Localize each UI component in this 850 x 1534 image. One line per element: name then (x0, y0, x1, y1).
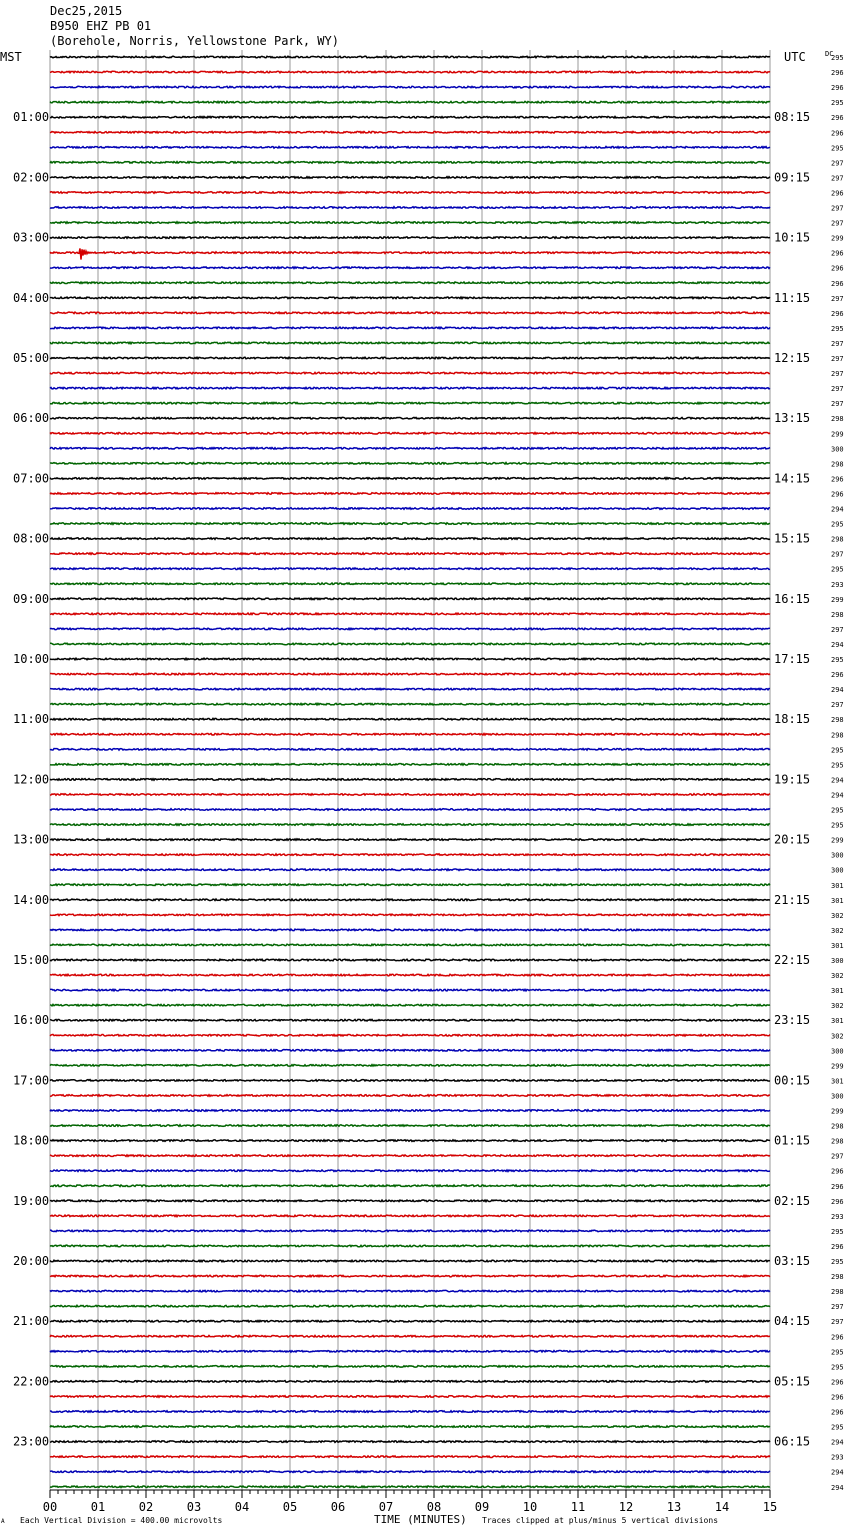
trace-line (50, 297, 770, 299)
trace-line (50, 1185, 770, 1187)
x-tick-label: 00 (42, 1500, 58, 1514)
dc-offset-label: 294 (831, 1438, 844, 1447)
trace-line (50, 824, 770, 826)
trace-line (50, 1004, 770, 1006)
dc-offset-label: 294 (831, 791, 844, 800)
x-tick-label: 05 (282, 1500, 298, 1514)
dc-offset-label: 295 (831, 1423, 844, 1432)
right-hour-label: 06:15 (774, 1434, 811, 1449)
x-tick-label: 09 (474, 1500, 490, 1514)
right-hour-label: 17:15 (774, 652, 811, 666)
right-hour-label: 20:15 (774, 832, 811, 847)
right-hour-label: 03:15 (774, 1254, 811, 1268)
dc-offset-label: 296 (831, 1333, 844, 1342)
left-hour-label: 08:00 (13, 531, 50, 546)
trace-line (50, 688, 770, 690)
trace-line (50, 643, 770, 645)
trace-line (50, 493, 770, 495)
trace-line (50, 989, 770, 991)
trace-line (50, 1125, 770, 1127)
dc-offset-label: 297 (831, 701, 844, 710)
dc-offset-label: 299 (831, 836, 844, 845)
dc-offset-label: 297 (831, 174, 844, 183)
left-hour-label: 21:00 (13, 1314, 50, 1329)
trace-line (50, 583, 770, 585)
x-tick-label: 11 (570, 1500, 586, 1514)
dc-offset-label: 297 (831, 294, 844, 303)
trace-line (50, 116, 770, 118)
x-tick-label: 04 (234, 1500, 250, 1514)
left-hour-label: 11:00 (13, 712, 50, 727)
trace-line (50, 1215, 770, 1217)
x-tick-label: 10 (522, 1500, 538, 1514)
dc-offset-label: 300 (831, 957, 844, 965)
trace-line (50, 1441, 770, 1443)
trace-line (50, 463, 770, 465)
trace-line (50, 1095, 770, 1097)
dc-offset-label: 295 (831, 99, 844, 108)
dc-offset-label: 297 (831, 385, 844, 394)
trace-line (50, 1019, 770, 1021)
right-hour-label: 15:15 (774, 531, 811, 546)
dc-offset-label: 296 (831, 1182, 844, 1191)
trace-line (50, 673, 770, 675)
trace-line (50, 749, 770, 751)
dc-offset-label: 298 (831, 1137, 844, 1146)
trace-line (50, 1230, 770, 1232)
trace-line (50, 884, 770, 886)
trace-line (50, 764, 770, 766)
right-hour-label: 10:15 (774, 230, 811, 245)
left-hour-label: 22:00 (13, 1374, 50, 1389)
trace-line (50, 1471, 770, 1473)
trace-line (50, 1110, 770, 1112)
trace-line (50, 598, 770, 600)
trace-line (50, 56, 770, 58)
trace-line (50, 417, 770, 419)
x-tick-label: 13 (666, 1500, 682, 1514)
right-hour-label: 05:15 (774, 1374, 811, 1389)
dc-offset-label: 300 (831, 1092, 844, 1101)
left-hour-label: 14:00 (13, 892, 50, 907)
dc-offset-label: 297 (831, 370, 844, 379)
dc-offset-label: 296 (831, 84, 844, 93)
left-hour-label: 23:00 (13, 1434, 50, 1449)
dc-offset-label: 296 (831, 1393, 844, 1402)
dc-offset-label: 295 (831, 656, 844, 664)
dc-offset-label: 295 (831, 821, 844, 830)
dc-offset-label: 296 (831, 129, 844, 138)
trace-line (50, 568, 770, 570)
trace-line (50, 147, 770, 149)
dc-offset-label: 295 (831, 1258, 844, 1266)
x-tick-label: 14 (714, 1500, 730, 1514)
trace-line (50, 432, 770, 434)
dc-offset-label: 300 (831, 1047, 844, 1056)
right-hour-label: 22:15 (774, 953, 811, 967)
dc-header-label: DC (825, 50, 834, 58)
trace-line (50, 357, 770, 359)
dc-offset-label: 296 (831, 264, 844, 273)
dc-offset-label: 298 (831, 731, 844, 740)
left-hour-label: 04:00 (13, 290, 50, 305)
trace-line (50, 131, 770, 133)
trace-line (50, 613, 770, 615)
right-hour-label: 13:15 (774, 411, 811, 426)
dc-offset-label: 294 (831, 1483, 844, 1492)
trace-line (50, 177, 770, 179)
dc-offset-label: 297 (831, 1152, 844, 1161)
dc-offset-label: 298 (831, 1288, 844, 1297)
dc-offset-label: 301 (831, 881, 844, 890)
left-hour-label: 13:00 (13, 832, 50, 847)
trace-line (50, 101, 770, 103)
trace-line (50, 222, 770, 224)
right-hour-label: 23:15 (774, 1013, 811, 1028)
trace-line (50, 1155, 770, 1157)
trace-line (50, 1140, 770, 1142)
trace-line (50, 327, 770, 329)
left-hour-label: 05:00 (13, 351, 50, 365)
dc-offset-label: 294 (831, 776, 844, 785)
dc-offset-label: 300 (831, 866, 844, 875)
right-hour-label: 21:15 (774, 892, 811, 907)
x-axis-title: TIME (MINUTES) (374, 1513, 467, 1526)
dc-offset-label: 301 (831, 987, 844, 996)
trace-line (50, 1456, 770, 1458)
right-hour-label: 19:15 (774, 772, 811, 787)
dc-offset-label: 295 (831, 1363, 844, 1372)
right-timezone-label: UTC (784, 50, 806, 64)
dc-offset-label: 297 (831, 159, 844, 168)
dc-offset-label: 298 (831, 610, 844, 619)
trace-line (50, 267, 770, 269)
trace-line (50, 207, 770, 209)
dc-offset-label: 297 (831, 355, 844, 363)
dc-offset-label: 296 (831, 279, 844, 288)
plot-date: Dec25,2015 (50, 4, 123, 18)
dc-offset-label: 294 (831, 1468, 844, 1477)
axis-labels (0, 50, 844, 1526)
trace-line (50, 658, 770, 660)
trace-line (50, 71, 770, 73)
x-tick-label: 03 (186, 1500, 202, 1514)
dc-offset-label: 297 (831, 219, 844, 228)
trace-line (50, 628, 770, 630)
left-hour-label: 12:00 (13, 772, 50, 787)
trace-line (50, 248, 770, 259)
trace-line (50, 1200, 770, 1202)
dc-offset-label: 302 (831, 911, 844, 920)
dc-offset-label: 295 (831, 520, 844, 529)
trace-line (50, 312, 770, 314)
right-hour-label: 08:15 (774, 110, 811, 125)
left-timezone-label: MST (0, 50, 22, 64)
dc-offset-label: 297 (831, 400, 844, 409)
right-hour-label: 00:15 (774, 1073, 811, 1088)
trace-line (50, 1275, 770, 1277)
trace-line (50, 809, 770, 811)
trace-line (50, 1170, 770, 1172)
trace-line (50, 703, 770, 705)
x-tick-label: 06 (330, 1500, 346, 1514)
dc-offset-label: 296 (831, 189, 844, 198)
trace-line (50, 162, 770, 164)
trace-line (50, 1486, 770, 1488)
x-tick-label: 02 (138, 1500, 154, 1514)
right-hour-label: 09:15 (774, 170, 811, 185)
trace-line (50, 869, 770, 871)
dc-offset-label: 299 (831, 430, 844, 439)
dc-offset-label: 297 (831, 550, 844, 559)
dc-offset-label: 298 (831, 460, 844, 469)
dc-offset-label: 301 (831, 896, 844, 905)
dc-offset-label: 296 (831, 1378, 844, 1387)
trace-line (50, 1305, 770, 1307)
dc-offset-label: 296 (831, 69, 844, 78)
left-hour-label: 15:00 (13, 953, 50, 967)
dc-offset-label: 295 (831, 144, 844, 153)
left-hour-label: 16:00 (13, 1013, 50, 1028)
right-hour-label: 12:15 (774, 351, 811, 365)
trace-line (50, 899, 770, 901)
dc-offset-label: 297 (831, 204, 844, 213)
trace-line (50, 1335, 770, 1337)
dc-offset-label: 296 (831, 1408, 844, 1417)
dc-offset-label: 296 (831, 1242, 844, 1251)
trace-line (50, 402, 770, 404)
dc-offset-label: 301 (831, 941, 844, 950)
trace-line (50, 538, 770, 540)
left-hour-label: 02:00 (13, 170, 50, 185)
dc-offset-label: 294 (831, 640, 844, 649)
dc-offset-label: 295 (831, 746, 844, 755)
trace-line (50, 779, 770, 781)
dc-offset-label: 300 (831, 445, 844, 454)
trace-line (50, 372, 770, 374)
dc-offset-label: 297 (831, 625, 844, 634)
right-hour-label: 04:15 (774, 1314, 811, 1329)
dc-offset-label: 299 (831, 234, 844, 243)
trace-line (50, 1396, 770, 1398)
left-hour-label: 20:00 (13, 1254, 50, 1268)
trace-line (50, 192, 770, 194)
x-tick-label: 15 (762, 1500, 778, 1514)
dc-offset-label: 295 (831, 761, 844, 770)
trace-line (50, 733, 770, 735)
left-hour-label: 19:00 (13, 1193, 50, 1208)
dc-offset-label: 293 (831, 1212, 844, 1221)
right-hour-label: 01:15 (774, 1133, 811, 1148)
dc-offset-label: 298 (831, 415, 844, 424)
trace-line (50, 1426, 770, 1428)
trace-line (50, 854, 770, 856)
trace-line (50, 1290, 770, 1292)
dc-offset-label: 295 (831, 324, 844, 333)
dc-offset-label: 296 (831, 1167, 844, 1176)
dc-offset-label: 296 (831, 671, 844, 680)
dc-offset-label: 297 (831, 1303, 844, 1312)
dc-offset-label: 295 (831, 1348, 844, 1357)
dc-offset-label: 294 (831, 505, 844, 514)
trace-line (50, 794, 770, 796)
trace-line (50, 944, 770, 946)
trace-line (50, 1351, 770, 1353)
dc-offset-label: 302 (831, 926, 844, 935)
dc-offset-label: 293 (831, 580, 844, 589)
trace-line (50, 1381, 770, 1383)
trace-line (50, 86, 770, 88)
left-hour-label: 18:00 (13, 1133, 50, 1148)
right-hour-label: 02:15 (774, 1193, 811, 1208)
trace-line (50, 1065, 770, 1067)
dc-offset-label: 297 (831, 339, 844, 348)
right-hour-label: 14:15 (774, 471, 811, 486)
x-tick-label: 01 (90, 1500, 106, 1514)
dc-offset-label: 295 (831, 1227, 844, 1236)
seismic-traces (50, 56, 770, 1487)
trace-line (50, 1050, 770, 1052)
dc-offset-label: 295 (831, 806, 844, 815)
dc-offset-label: 302 (831, 1002, 844, 1011)
dc-offset-label: 302 (831, 972, 844, 981)
trace-line (50, 718, 770, 720)
x-tick-label: 12 (618, 1500, 634, 1514)
station-location: (Borehole, Norris, Yellowstone Park, WY) (50, 34, 339, 48)
dc-offset-label: 296 (831, 309, 844, 318)
dc-offset-label: 300 (831, 851, 844, 860)
trace-line (50, 478, 770, 480)
dc-offset-label: 298 (831, 535, 844, 544)
dc-offset-label: 298 (831, 716, 844, 725)
dc-offset-label: 296 (831, 114, 844, 123)
trace-line (50, 1260, 770, 1262)
dc-offset-label: 296 (831, 475, 844, 484)
trace-line (50, 553, 770, 555)
dc-offset-label: 296 (831, 490, 844, 499)
corner-mark: A (1, 1518, 5, 1525)
dc-offset-label: 302 (831, 1032, 844, 1041)
trace-line (50, 959, 770, 961)
clip-note: Traces clipped at plus/minus 5 vertical divisions (482, 1516, 719, 1525)
trace-line (50, 974, 770, 976)
left-hour-label: 03:00 (13, 230, 50, 245)
trace-line (50, 929, 770, 931)
dc-offset-label: 299 (831, 1062, 844, 1071)
dc-offset-label: 295 (831, 565, 844, 574)
x-axis-ticks (43, 1490, 777, 1514)
trace-line (50, 839, 770, 841)
trace-line (50, 237, 770, 239)
station-id: B950 EHZ PB 01 (50, 19, 152, 33)
trace-line (50, 387, 770, 389)
trace-line (50, 1320, 770, 1322)
right-hour-label: 11:15 (774, 290, 811, 305)
trace-line (50, 342, 770, 344)
dc-offset-label: 293 (831, 1453, 844, 1462)
trace-line (50, 448, 770, 450)
dc-offset-label: 297 (831, 1318, 844, 1327)
dc-offset-label: 295 (831, 54, 844, 62)
left-hour-label: 06:00 (13, 411, 50, 426)
dc-offset-label: 299 (831, 595, 844, 604)
left-hour-label: 17:00 (13, 1073, 50, 1088)
trace-line (50, 282, 770, 284)
trace-line (50, 1034, 770, 1036)
dc-offset-label: 301 (831, 1017, 844, 1026)
scale-note: Each Vertical Division = 400.00 microvolts (20, 1516, 223, 1525)
x-tick-label: 07 (378, 1500, 394, 1514)
trace-line (50, 1411, 770, 1413)
x-tick-label: 08 (426, 1500, 442, 1514)
trace-line (50, 508, 770, 510)
right-hour-label: 18:15 (774, 712, 811, 727)
dc-offset-label: 296 (831, 1197, 844, 1206)
trace-line (50, 1366, 770, 1368)
trace-line (50, 1245, 770, 1247)
dc-offset-label: 299 (831, 1107, 844, 1116)
trace-line (50, 914, 770, 916)
trace-line (50, 523, 770, 525)
left-hour-label: 09:00 (13, 591, 50, 606)
left-hour-label: 07:00 (13, 471, 50, 486)
trace-line (50, 1080, 770, 1082)
right-hour-label: 16:15 (774, 591, 811, 606)
dc-offset-label: 298 (831, 1273, 844, 1282)
left-hour-label: 01:00 (13, 110, 50, 125)
dc-offset-label: 296 (831, 249, 844, 258)
left-hour-label: 10:00 (13, 652, 50, 666)
dc-offset-label: 301 (831, 1077, 844, 1086)
dc-offset-label: 294 (831, 686, 844, 695)
dc-offset-label: 298 (831, 1122, 844, 1131)
